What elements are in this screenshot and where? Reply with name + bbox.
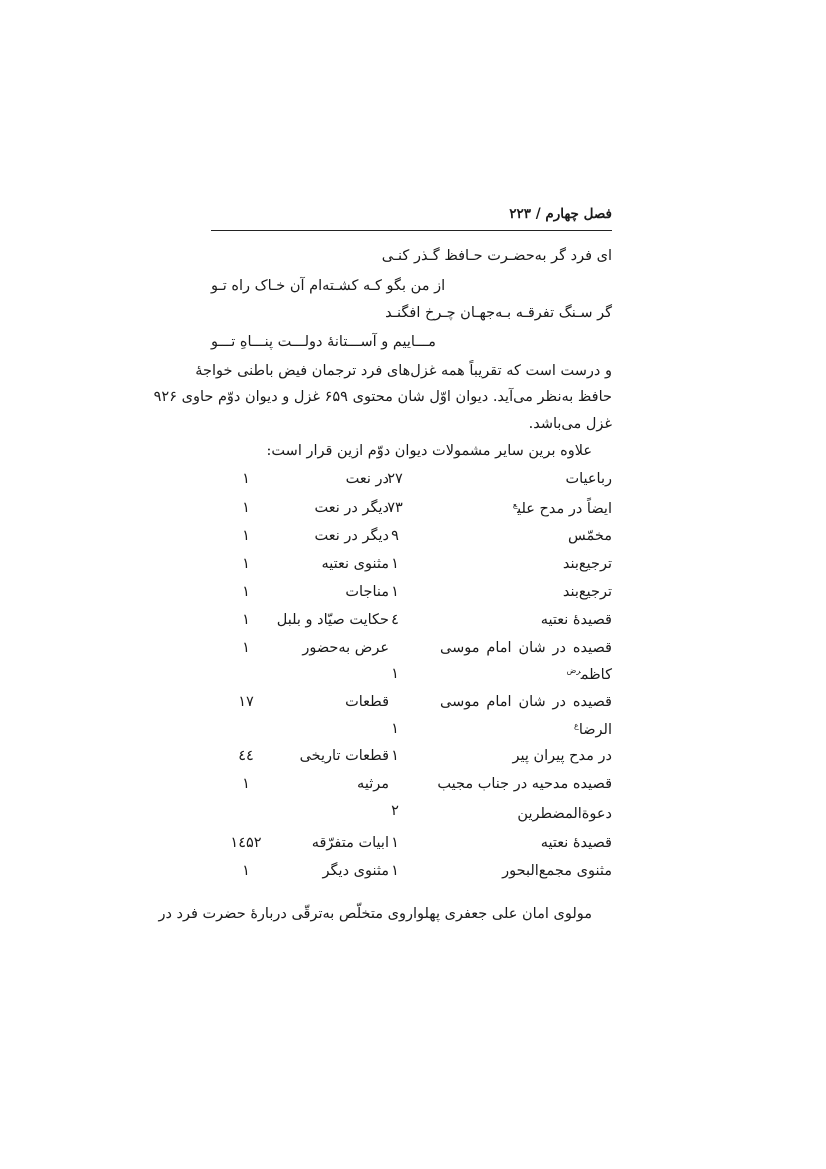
item-count: ۲۷ xyxy=(387,471,403,487)
poem-line-3: گر سـنگ تفرقـه بـه‌جهـان چـرخ افگنـد xyxy=(385,305,612,321)
sub-item-count: ۱ xyxy=(242,528,250,544)
item-count: ۱ xyxy=(391,556,399,572)
sub-item-name: ابیات متفرّقه xyxy=(311,835,389,851)
item-name: ترجیع‌بند xyxy=(562,584,612,600)
item-name: در مدح پیران پیر xyxy=(512,748,612,764)
item-name: قصیدهٔ نعتیه xyxy=(540,835,612,851)
paragraph-line-3: غزل می‌باشد. xyxy=(528,416,612,432)
sub-item-name: در نعت xyxy=(345,471,389,487)
poem-line-4: مـــاییم و آســـتانهٔ دولـــت پنـــاهِ تـــو xyxy=(211,334,436,350)
sub-item-name: مرثیه xyxy=(357,776,389,792)
sub-item-count: ۱ xyxy=(242,471,250,487)
table-intro: علاوه برین سایر مشمولات دیوان دوّم ازین قرار است: xyxy=(266,443,592,459)
sub-item-count: ۱۷ xyxy=(238,694,254,710)
sub-item-name: عرض به‌حضور xyxy=(302,640,389,656)
sub-item-name: دیگر در نعت xyxy=(314,500,389,516)
sub-item-count: ۱ xyxy=(242,556,250,572)
item-count: ٤ xyxy=(391,612,399,628)
sub-item-name: دیگر در نعت xyxy=(314,528,389,544)
item-name: مثنوی مجمع‌البحور xyxy=(502,863,612,879)
item-name: رباعیات xyxy=(565,471,612,487)
item-count: ۱ xyxy=(391,835,399,851)
item-name-continued: کاظم$^{رض}$ xyxy=(566,666,612,683)
sub-item-count: ۱ xyxy=(242,500,250,516)
sub-item-count: ۱٤۵۲ xyxy=(230,835,262,851)
poem-line-2: از من بگو کـه کشـته‌ام آن خـاک راه تـو xyxy=(211,278,446,294)
sub-item-count: ۱ xyxy=(242,863,250,879)
item-count: ۹ xyxy=(391,528,399,544)
item-count: ۱ xyxy=(391,721,399,737)
closing-line: مولوی امان علی جعفری پهلواروی متخلّص به‌ترقّی دربارهٔ حضرت فرد در xyxy=(158,906,592,922)
item-name-continued: الرضا$^ع$ xyxy=(574,721,612,738)
sub-item-count: ٤٤ xyxy=(238,748,254,764)
item-name: ایضاً در مدح علی$^ع$ xyxy=(512,500,612,517)
item-count: ۱ xyxy=(391,863,399,879)
item-count: ۱ xyxy=(391,584,399,600)
paragraph-line-2: حافظ به‌نظر می‌آید. دیوان اوّل شان محتوی ۶۵۹ غزل و دیوان دوّم حاوی ۹۲۶ xyxy=(153,389,612,405)
item-name: قصیده در شان امام موسی xyxy=(440,694,612,710)
item-count: ۲ xyxy=(391,803,399,819)
item-name: ترجیع‌بند xyxy=(562,556,612,572)
item-name-continued: دعوة‌المضطرین xyxy=(517,806,612,822)
sub-item-name: قطعات تاریخی xyxy=(299,748,389,764)
item-name: مخمّس xyxy=(568,528,612,544)
poem-line-1: ای فرد گر به‌حضـرت حـافظ گـذر کنـی xyxy=(381,248,612,264)
paragraph-line-1: و درست است که تقریباً همه غزل‌های فرد ترجمان فیض باطنی خواجهٔ xyxy=(195,363,612,379)
item-count: ۷۳ xyxy=(387,500,403,516)
chapter-page-label: فصل چهارم / ۲۲۳ xyxy=(509,206,612,222)
sub-item-name: مثنوی نعتیه xyxy=(321,556,389,572)
sub-item-count: ۱ xyxy=(242,640,250,656)
item-name: قصیده در شان امام موسی xyxy=(440,640,612,656)
item-name: قصیدهٔ نعتیه xyxy=(540,612,612,628)
sub-item-name: مناجات xyxy=(345,584,389,600)
item-name: قصیده مدحیه در جناب مجیب xyxy=(437,776,612,792)
item-count: ۱ xyxy=(391,748,399,764)
sub-item-name: مثنوی دیگر xyxy=(322,863,389,879)
sub-item-name: حکایت صیّاد و بلبل xyxy=(276,612,389,628)
page-header xyxy=(211,204,612,231)
sub-item-name: قطعات xyxy=(345,694,389,710)
sub-item-count: ۱ xyxy=(242,584,250,600)
item-count: ۱ xyxy=(391,666,399,682)
sub-item-count: ۱ xyxy=(242,612,250,628)
sub-item-count: ۱ xyxy=(242,776,250,792)
